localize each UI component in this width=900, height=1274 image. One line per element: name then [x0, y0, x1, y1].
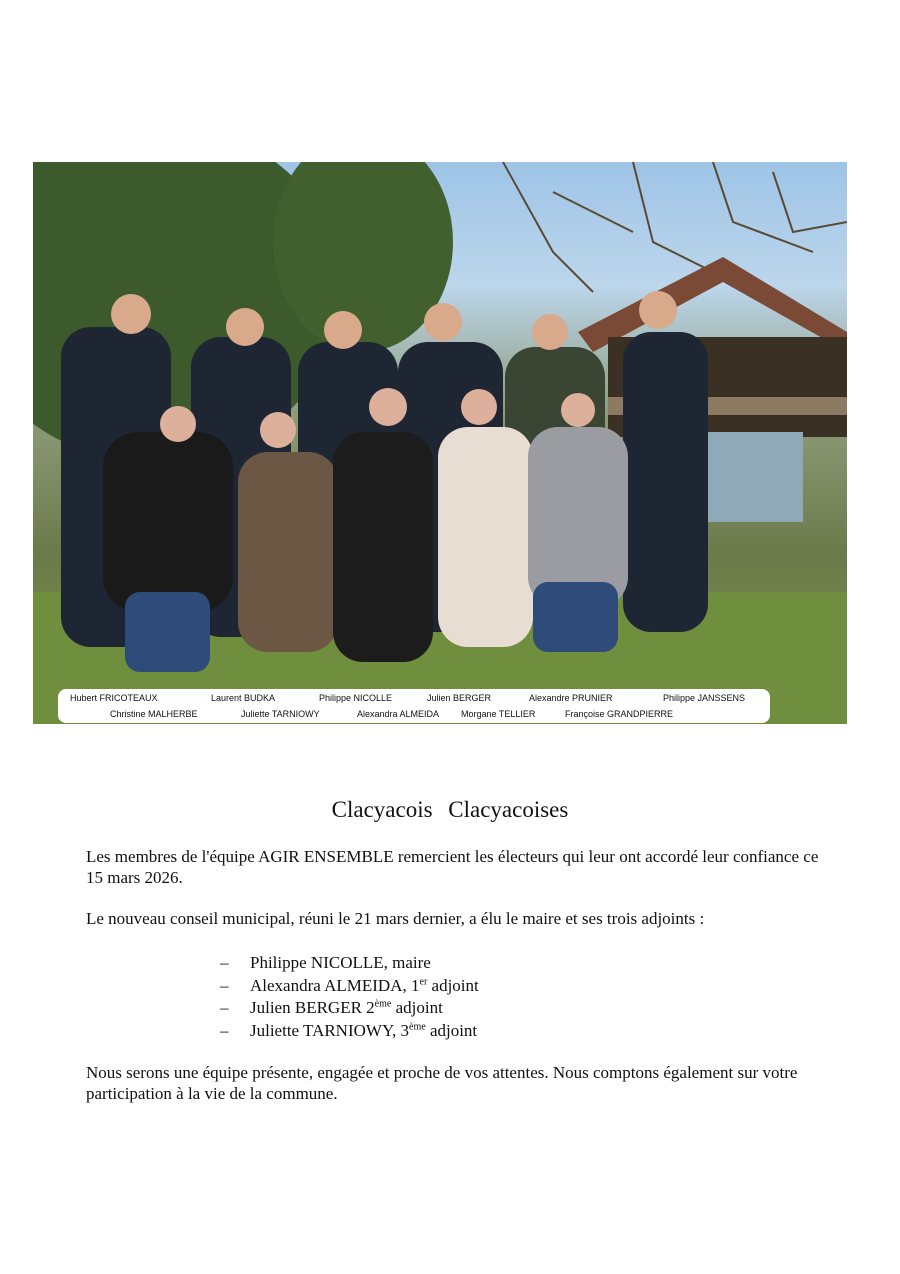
list-item-text: Juliette TARNIOWY, 3: [250, 1020, 410, 1040]
photo-scene: [33, 162, 847, 724]
council-paragraph: Le nouveau conseil municipal, réuni le 21 mars dernier, a élu le maire et ses trois adjoints :: [86, 909, 705, 928]
list-item: [220, 997, 479, 1020]
caption-name: Alexandra ALMEIDA: [357, 709, 440, 719]
list-item-role: adjoint: [427, 975, 479, 995]
list-item-text: Julien BERGER 2: [250, 998, 375, 1017]
thanks-paragraph: Les membres de l'équipe AGIR ENSEMBLE remercient les électeurs qui leur ont accordé leur confiance ce 15 mars 2026.: [86, 847, 819, 887]
caption-name: Philippe NICOLLE: [319, 693, 393, 703]
caption-name: Françoise GRANDPIERRE: [565, 709, 674, 719]
list-dash: –: [220, 953, 229, 972]
caption-name: Juliette TARNIOWY: [241, 709, 320, 719]
page-title: Clacyacois Clacyacoises: [331, 797, 569, 822]
caption-name: Morgane TELLIER: [461, 709, 536, 719]
ordinal-suffix: ème: [409, 1020, 426, 1032]
ordinal-suffix: er: [419, 975, 428, 987]
caption-name: Julien BERGER: [427, 693, 492, 703]
list-item: [220, 1020, 479, 1043]
list-item-role: adjoint: [425, 1020, 478, 1040]
list-item-text: Alexandra ALMEIDA, 1: [250, 975, 420, 995]
caption-name: Hubert FRICOTEAUX: [70, 693, 158, 703]
list-item: [220, 975, 479, 998]
names-caption: [58, 689, 770, 723]
list-item-text: Philippe NICOLLE, maire: [250, 953, 431, 972]
officials-list: [220, 952, 479, 1042]
list-dash: –: [220, 1020, 229, 1040]
caption-name: Christine MALHERBE: [110, 709, 198, 719]
team-photo: [33, 162, 847, 724]
ordinal-suffix: ème: [374, 998, 392, 1010]
list-dash: –: [220, 975, 229, 995]
caption-name: Philippe JANSSENS: [663, 693, 746, 703]
list-item-role: adjoint: [391, 998, 443, 1017]
caption-name: Alexandre PRUNIER: [529, 693, 613, 703]
list-item: [220, 952, 479, 975]
list-dash: –: [220, 998, 229, 1017]
caption-name: Laurent BUDKA: [211, 693, 276, 703]
closing-paragraph: Nous serons une équipe présente, engagée et proche de vos attentes. Nous comptons également sur votre participation à la vie de la commune.: [86, 1063, 798, 1103]
